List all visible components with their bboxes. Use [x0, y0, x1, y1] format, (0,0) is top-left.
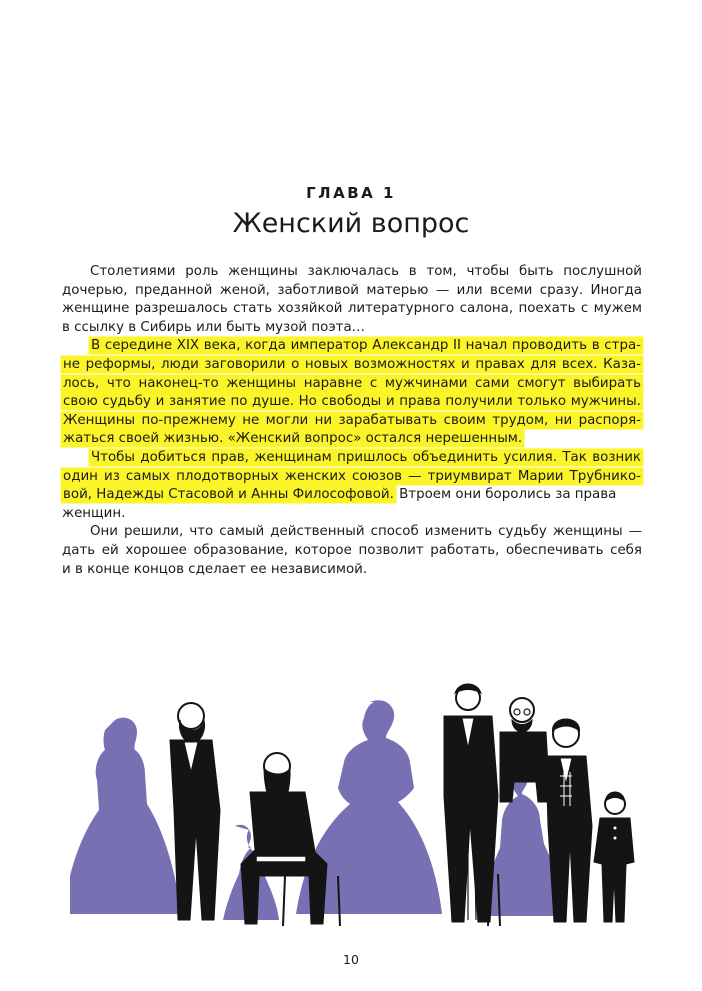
- highlighted-text: лось, что наконец-то женщины наравне с мужчинами сами смогут выбирать: [63, 375, 641, 391]
- line-text: Столетиями роль женщины заключалась в том, чтобы быть послушной: [90, 264, 642, 279]
- highlighted-text: В середине XIX века, когда император Александр II начал проводить в стра-: [91, 338, 641, 354]
- line-text: и в конце концов сделает ее независимой.: [62, 561, 368, 577]
- text-line: [62, 561, 642, 580]
- text-line: [62, 523, 642, 542]
- highlighted-text: Чтобы добиться прав, женщинам пришлось объединить усилия. Так возник: [91, 449, 641, 465]
- highlighted-text: один из самых плодотворных женских союзов — триумвират Марии Трубнико-: [63, 468, 641, 484]
- text-line: [62, 430, 642, 449]
- text-line: [62, 319, 642, 338]
- highlighted-text: свою судьбу и занятие по душе. Но свободы и права получили только мужчины.: [63, 394, 641, 410]
- boy: [594, 793, 634, 923]
- highlighted-text: Женщины по-прежнему не могли ни зарабатывать своим трудом, ни распоря-: [63, 412, 641, 428]
- text-line: [62, 375, 642, 394]
- text-line: [62, 486, 642, 505]
- group-illustration: [70, 676, 645, 936]
- text-line: [62, 393, 642, 412]
- text-line: [62, 542, 642, 561]
- text-line: [62, 356, 642, 375]
- line-text: дать ей хорошее образование, которое позволит работать, обеспечивать себя: [62, 542, 642, 558]
- line-text: в ссылку в Сибирь или быть музой поэта…: [62, 319, 366, 335]
- highlighted-text: жаться своей жизнью. «Женский вопрос» остался нерешенным.: [63, 431, 523, 447]
- text-line: [62, 505, 642, 524]
- highlighted-text: не реформы, люди заговорили о новых возможностях и правах для всех. Каза-: [63, 356, 641, 372]
- line-text: женщине разрешалось стать хозяйкой литературного салона, поехать с мужем: [62, 301, 642, 317]
- text-line: [62, 468, 642, 487]
- chapter-label: ГЛАВА 1: [306, 184, 396, 202]
- text-line: [62, 449, 642, 468]
- line-text-tail: Втроем они боролись за права: [394, 487, 617, 503]
- man-standing-left: [170, 703, 220, 920]
- line-text: дочерью, преданной женой, заботливой матерью — или всеми сразу. Иногда: [62, 282, 642, 298]
- body-text: [62, 263, 642, 579]
- text-line: [62, 263, 642, 282]
- text-line: [62, 412, 642, 431]
- text-line: [62, 300, 642, 319]
- woman-silhouette-left: [70, 718, 181, 914]
- highlighted-text: вой, Надежды Стасовой и Анны Философовой.: [63, 487, 394, 503]
- line-text: Они решили, что самый действенный способ изменить судьбу женщины —: [90, 524, 642, 540]
- page-number: 10: [343, 952, 359, 967]
- line-text: женщин.: [62, 505, 126, 521]
- chapter-title: Женский вопрос: [232, 208, 470, 239]
- text-line: [62, 282, 642, 301]
- young-man: [546, 720, 592, 923]
- text-line: [62, 337, 642, 356]
